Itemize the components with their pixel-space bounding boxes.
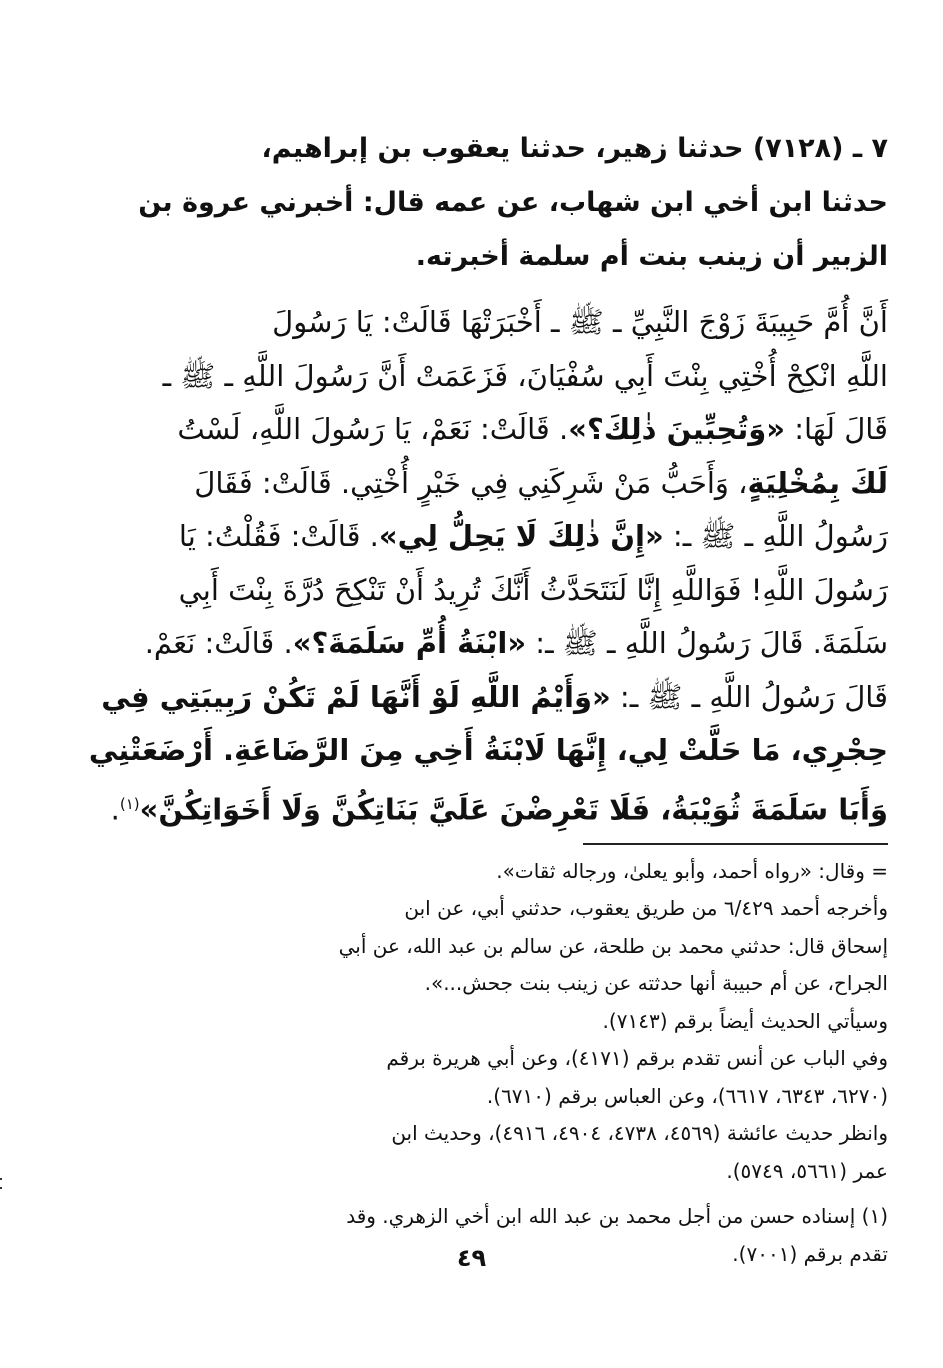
hadith-isnad (138, 122, 888, 284)
footnote-line: وسيأتي الحديث أيضاً برقم (٧١٤٣). (602, 1008, 888, 1033)
footnotes (160, 853, 888, 1274)
matn-text: ، وَأَحَبُّ مَنْ شَرِكَنِي فِي خَيْرٍ أُخْتِي. قَالَتْ: فَقَالَ (194, 465, 748, 500)
footnote-line: وفي الباب عن أنس تقدم برقم (٤١٧١)، وعن أبي هريرة برقم (386, 1046, 888, 1071)
matn-text: . قَالَتْ: فَقُلْتُ: يَا (178, 519, 379, 553)
hadith-matn (88, 296, 888, 837)
footnote-separator (583, 843, 888, 845)
matn-line-1: أَنَّ أُمَّ حَبِيبَةَ زَوْجَ النَّبِيِّ ـ ﷺ ـ أَخْبَرَتْهَا قَالَتْ: يَا رَسُولَ (272, 305, 888, 339)
isnad-line-3: الزبير أن زينب بنت أم سلمة أخبرته. (415, 241, 888, 272)
footnote-line: = وقال: «رواه أحمد، وأبو يعلىٰ، ورجاله ثقات». (496, 858, 888, 883)
isnad-line-1: ٧ ـ (٧١٢٨) حدثنا زهير، حدثنا يعقوب بن إبراهيم، (261, 133, 888, 164)
matn-line-6: رَسُولَ اللَّهِ! فَوَاللَّهِ إِنَّا لَنَتَحَدَّثُ أَنَّكَ تُرِيدُ أَنْ تَنْكِحَ دُرَّةَ بِنْتَ أَبِي (178, 572, 888, 607)
matn-text: قَالَ رَسُولُ اللَّهِ ـ ﷺ ـ: (610, 679, 888, 714)
prophet-quote: «وَتُحِبِّينَ ذٰلِكَ؟» (568, 412, 785, 446)
matn-line-7 (144, 617, 888, 671)
footnote-line: إسحاق قال: حدثني محمد بن طلحة، عن سالم بن عبد الله، عن أبي (338, 933, 888, 958)
page-body (88, 122, 888, 1273)
prophet-quote: وَأَبَا سَلَمَةَ ثُوَيْبَةُ، فَلَا تَعْرِضْنَ عَلَيَّ بَنَاتِكُنَّ وَلَا أَخَوَاتِكُنَّ» (139, 792, 888, 827)
isnad-line-2: حدثنا ابن أخي ابن شهاب، عن عمه قال: أخبرني عروة بن (138, 187, 888, 218)
footnote-line: عمر (٥٦٦١، ٥٧٤٩). (726, 1158, 888, 1183)
matn-text: رَسُولُ اللَّهِ ـ ﷺ ـ: (663, 519, 888, 553)
prophet-quote: «إِنَّ ذٰلِكَ لَا يَحِلُّ لِي» (378, 519, 664, 553)
matn-text: . قَالَتْ: نَعَمْ، يَا رَسُولَ اللَّهِ، لَسْتُ (177, 412, 569, 446)
matn-text: قَالَ لَهَا: (784, 412, 888, 446)
matn-line-5 (160, 510, 888, 564)
matn-text: سَلَمَةَ. قَالَ رَسُولُ اللَّهِ ـ ﷺ ـ: (526, 626, 888, 660)
footnote-line: الجراح، عن أم حبيبة أنها حدثته عن زينب بنت جحش...». (424, 971, 888, 996)
prophet-quote: «وَأَيْمُ اللَّهِ لَوْ أَنَّهَا لَمْ تَكُنْ رَبِيبَتِي فِي (101, 679, 611, 714)
footnote-gap (160, 1190, 888, 1198)
matn-line-10 (110, 778, 888, 837)
matn-bold-text: لَكَ بِمُخْلِيَةٍ (747, 465, 888, 500)
prophet-quote: «ابْنَةُ أُمِّ سَلَمَةَ؟» (292, 626, 527, 660)
matn-text: . قَالَتْ: نَعَمْ. (144, 626, 293, 660)
scan-edge-mark (0, 1178, 3, 1190)
matn-line-3 (160, 403, 888, 457)
matn-text: . (110, 792, 120, 827)
footnote-line: وانظر حديث عائشة (٤٥٦٩، ٤٧٣٨، ٤٩٠٤، ٤٩١٦)، وحديث ابن (391, 1121, 888, 1146)
matn-line-8 (101, 671, 888, 725)
matn-line-9: حِجْرِي، مَا حَلَّتْ لِي، إِنَّهَا لَابْنَةُ أَخِي مِنَ الرَّضَاعَةِ. أَرْضَعَتْنِي (88, 733, 888, 767)
footnote-ref: (١) (119, 794, 140, 813)
matn-line-2: اللَّهِ انْكِحْ أُخْتِي بِنْتَ أَبِي سُفْيَانَ، فَزَعَمَتْ أَنَّ رَسُولَ اللَّهِ ـ ﷺ ـ (162, 358, 888, 393)
footnote-line: وأخرجه أحمد ٦/٤٢٩ من طريق يعقوب، حدثني أبي، عن ابن (404, 896, 888, 921)
footnote-line: (٦٢٧٠، ٦٣٤٣، ٦٦١٧)، وعن العباس برقم (٦٧١٠). (486, 1083, 888, 1108)
footnote-1-line: (١) إسناده حسن من أجل محمد بن عبد الله ابن أخي الزهري. وقد (346, 1204, 888, 1229)
footnote-1-line: تقدم برقم (٧٠٠١). (732, 1241, 888, 1266)
matn-line-4 (160, 457, 888, 511)
page-number: ٤٩ (456, 1244, 487, 1272)
